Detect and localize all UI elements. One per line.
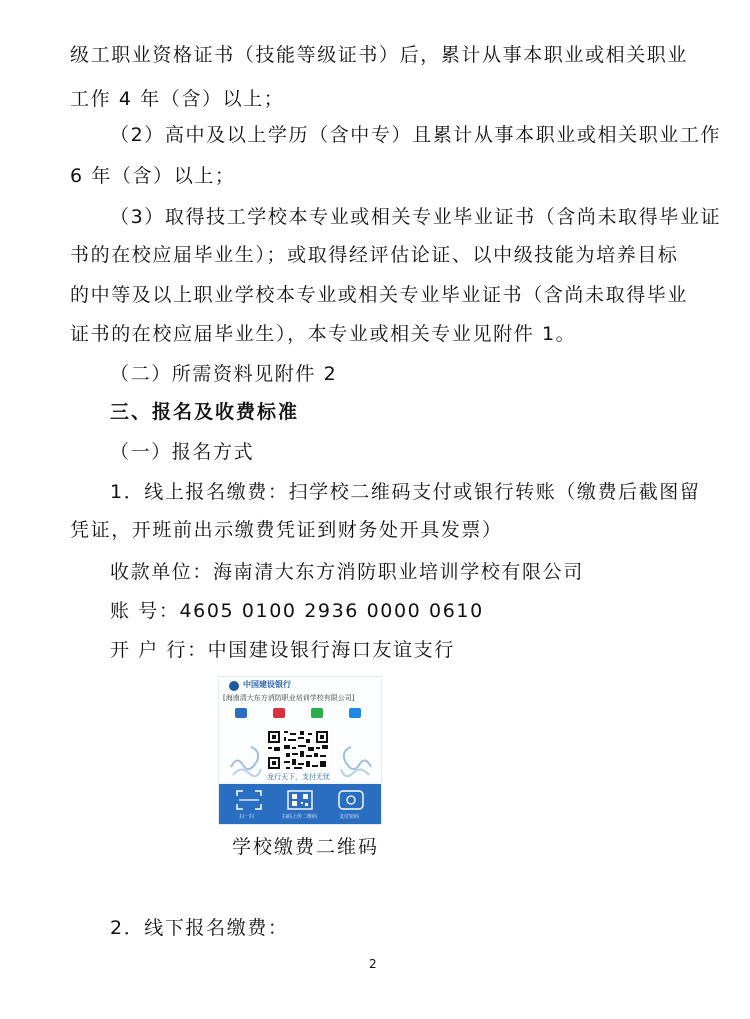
wave-decoration-icon [229, 737, 263, 777]
text-line: 2．线下报名缴费： [110, 917, 289, 939]
payment-qr-image [218, 676, 382, 825]
qr-school-name: [海南清大东方消防职业培训学校有限公司] [223, 694, 355, 702]
text-line: 1．线上报名缴费：扫学校二维码支付或银行转账（缴费后截图留 [110, 481, 701, 503]
text-line: 证书的在校应届毕业生），本专业或相关专业见附件 1。 [70, 323, 577, 345]
qr-upload-icon [286, 789, 314, 811]
qr-code-icon [266, 729, 330, 771]
text-line: 级工职业资格证书（技能等级证书）后，累计从事本职业或相关职业 [70, 44, 689, 66]
ccb-logo-icon [229, 681, 239, 691]
qr-slogan: 龙行天下，支付无忧 [267, 773, 330, 781]
text-line: 的中等及以上职业学校本专业或相关专业毕业证书（含尚未取得毕业 [70, 284, 689, 306]
subsection-heading: （一）报名方式 [110, 441, 255, 463]
payment-method-icons [235, 708, 365, 722]
wave-decoration-icon [339, 737, 373, 777]
payee-line: 收款单位：海南清大东方消防职业培训学校有限公司 [110, 561, 584, 583]
scan-icon [235, 789, 263, 811]
text-line: （2）高中及以上学历（含中专）且累计从事本职业或相关职业工作 [110, 124, 722, 146]
unionpay-icon [273, 708, 285, 718]
qr-card-actions [219, 784, 381, 824]
qr-upload-label: 扫码上传二维码 [282, 814, 318, 820]
bank-name: 中国建设银行 [243, 680, 291, 689]
password-label: 支付密码 [339, 814, 360, 820]
scan-label: 扫一扫 [239, 814, 255, 820]
bank-branch-line: 开 户 行：中国建设银行海口友谊支行 [110, 639, 455, 661]
text-line: 书的在校应届毕业生）；或取得经评估论证、以中级技能为培养目标 [70, 244, 679, 266]
text-line: 凭证，开班前出示缴费凭证到财务处开具发票） [70, 519, 503, 541]
alipay-icon [349, 708, 361, 718]
qr-card-header [219, 677, 381, 782]
wechat-pay-icon [311, 708, 323, 718]
account-number-line: 账 号：4605 0100 2936 0000 0610 [110, 600, 484, 622]
page-number: 2 [369, 957, 377, 971]
section-heading: 三、报名及收费标准 [110, 401, 300, 423]
text-line: （3）取得技工学校本专业或相关专业毕业证书（含尚未取得毕业证 [110, 206, 722, 228]
password-icon [337, 789, 365, 811]
text-line: 工作 4 年（含）以上； [70, 88, 285, 110]
text-line: 6 年（含）以上； [70, 165, 236, 187]
qr-caption: 学校缴费二维码 [232, 836, 380, 858]
ccb-pay-icon [235, 708, 247, 718]
text-line: （二）所需资料见附件 2 [110, 363, 338, 385]
